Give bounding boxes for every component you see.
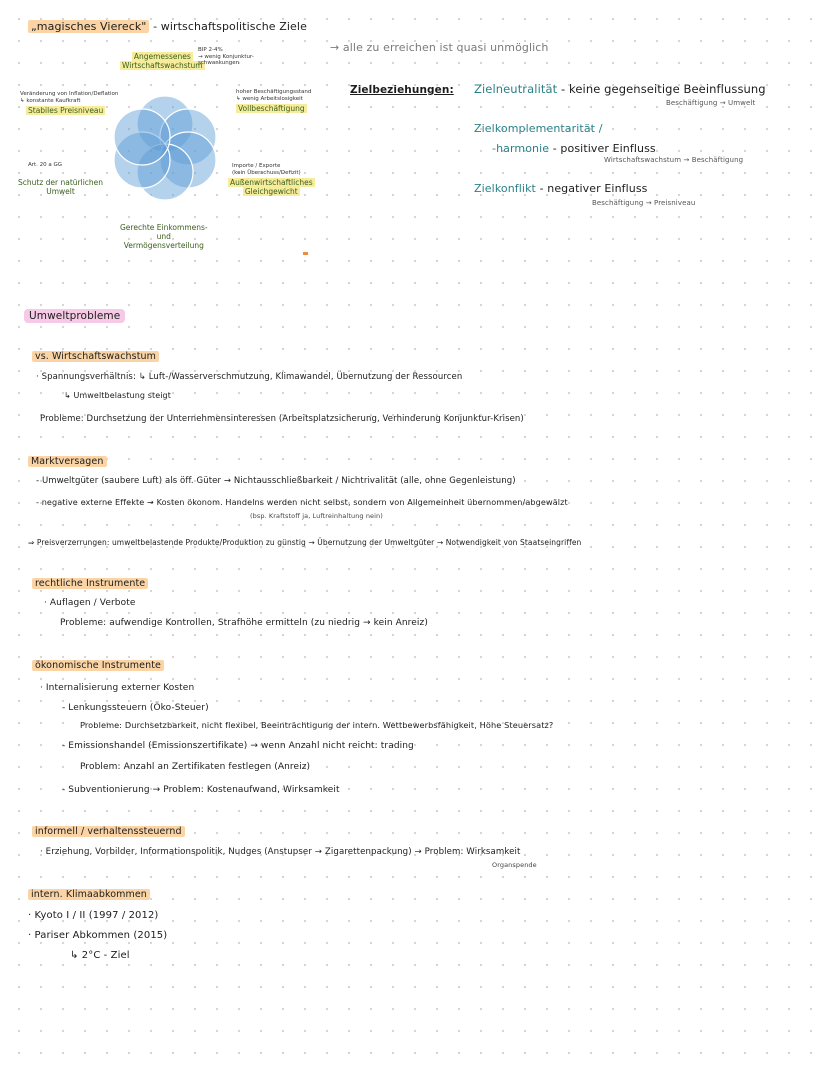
market-line-3: ⇒ Preisverzerrungen: umweltbelastende Produkte/Produktion zu günstig → Übernutzung der Umweltgüter → Notwendigkeit von Staatseingriffen — [28, 538, 582, 547]
goal-relations-intro: → alle zu erreichen ist quasi unmöglich — [330, 41, 549, 54]
legal-line-2: Probleme: aufwendige Kontrollen, Strafhöhe ermitteln (zu niedrig → kein Anreiz) — [60, 618, 428, 628]
market-line-2-note: (bsp. Kraftstoff ja, Luftreinhaltung nein) — [250, 512, 383, 520]
note-external: Importe / Exporte (kein Überschuss/Defizit) — [232, 163, 301, 176]
growth-line-3: Probleme: Durchsetzung der Unternehmensinteressen (Arbeitsplatzsicherung, Verhinderung Konjunktur-Krisen) — [40, 414, 524, 424]
goal-employment: Vollbeschäftigung — [238, 104, 305, 113]
goal-relations-label: Zielbeziehungen: — [350, 84, 454, 96]
goal-environment: Schutz der natürlichen Umwelt — [18, 178, 104, 196]
goal-growth: Angemessenes Wirtschaftswachstum — [122, 52, 203, 70]
heading-market: Marktversagen — [28, 456, 107, 467]
legal-line-1: · Auflagen / Verbote — [44, 598, 136, 608]
climate-line-3: ↳ 2°C - Ziel — [70, 950, 130, 961]
heading-informal: informell / verhaltenssteuernd — [32, 826, 185, 837]
heading-legal: rechtliche Instrumente — [32, 578, 148, 589]
climate-line-2: · Pariser Abkommen (2015) — [28, 930, 168, 941]
heading-economic: ökonomische Instrumente — [32, 660, 164, 671]
conflict-example: Beschäftigung → Preisniveau — [592, 199, 696, 207]
informal-line-1: · Erziehung, Vorbilder, Informationspolitik, Nudges (Anstupser → Zigarettenpackung) → Problem: Wirksamkeit — [40, 847, 521, 857]
market-line-1: - Umweltgüter (saubere Luft) als öff. Güter → Nichtausschließbarkeit / Nichtrivalität (alle, ohne Gegenleistung) — [36, 476, 516, 486]
complementarity-term: Zielkomplementarität / — [474, 122, 603, 135]
venn-circle-6 — [114, 109, 170, 165]
economic-line-6: - Subventionierung → Problem: Kostenaufwand, Wirksamkeit — [62, 785, 340, 795]
goal-price: Stabiles Preisniveau — [28, 106, 104, 115]
economic-line-2: - Lenkungssteuern (Öko-Steuer) — [62, 703, 209, 713]
complementarity-row: -harmonie - positiver Einfluss — [492, 142, 656, 155]
conflict-row: Zielkonflikt - negativer Einfluss — [474, 182, 648, 195]
climate-line-1: · Kyoto I / II (1997 / 2012) — [28, 910, 159, 921]
growth-line-2: ↳ Umweltbelastung steigt — [64, 391, 171, 400]
economic-line-3: Probleme: Durchsetzbarkeit, nicht flexibel, Beeinträchtigung der intern. Wettbewerbsfähigkeit, Höhe Steuersatz? — [80, 720, 554, 730]
note-environment: Art. 20 a GG — [28, 162, 63, 168]
complementarity-example: Wirtschaftswachstum → Beschäftigung — [604, 156, 744, 164]
venn-diagram — [100, 82, 230, 212]
economic-line-5: Problem: Anzahl an Zertifikaten festlegen (Anreiz) — [80, 762, 311, 772]
goal-distribution: Gerechte Einkommens- und Vermögensverteilung — [120, 223, 208, 250]
heading-growth: vs. Wirtschaftswachstum — [32, 351, 159, 362]
market-line-2: - negative externe Effekte → Kosten ökonom. Handelns werden nicht selbst, sondern von Allgemeinheit übernommen/abgewälzt — [36, 497, 568, 507]
orange-marker — [303, 252, 308, 255]
economic-line-1: · Internalisierung externer Kosten — [40, 683, 195, 693]
note-growth: BIP 2-4% → wenig Konjunktur- schwankungen — [198, 47, 254, 66]
note-price: Veränderung von Inflation/Deflation ↳ konstante Kaufkraft — [20, 91, 119, 104]
goal-external: Außenwirtschaftliches Gleichgewicht — [230, 178, 313, 196]
heading-climate: intern. Klimaabkommen — [28, 889, 150, 900]
informal-line-1-note: Organspende — [492, 861, 537, 869]
growth-line-1: · Spannungsverhältnis: ↳ Luft-/Wasserverschmutzung, Klimawandel, Übernutzung der Ressourcen — [36, 372, 463, 382]
section-heading-environment: Umweltprobleme — [24, 310, 125, 322]
note-employment: hoher Beschäftigungsstand ↳ wenig Arbeitslosigkeit — [236, 89, 312, 102]
neutrality-row: Zielneutralität - keine gegenseitige Beeinflussung — [474, 82, 766, 96]
title-subtitle: - wirtschaftspolitische Ziele — [153, 20, 307, 33]
economic-line-4: - Emissionshandel (Emissionszertifikate) → wenn Anzahl nicht reicht: trading — [62, 741, 414, 751]
title-highlight: „magisches Viereck" — [28, 20, 149, 33]
neutrality-example: Beschäftigung → Umwelt — [666, 99, 756, 107]
page-title — [28, 20, 307, 33]
